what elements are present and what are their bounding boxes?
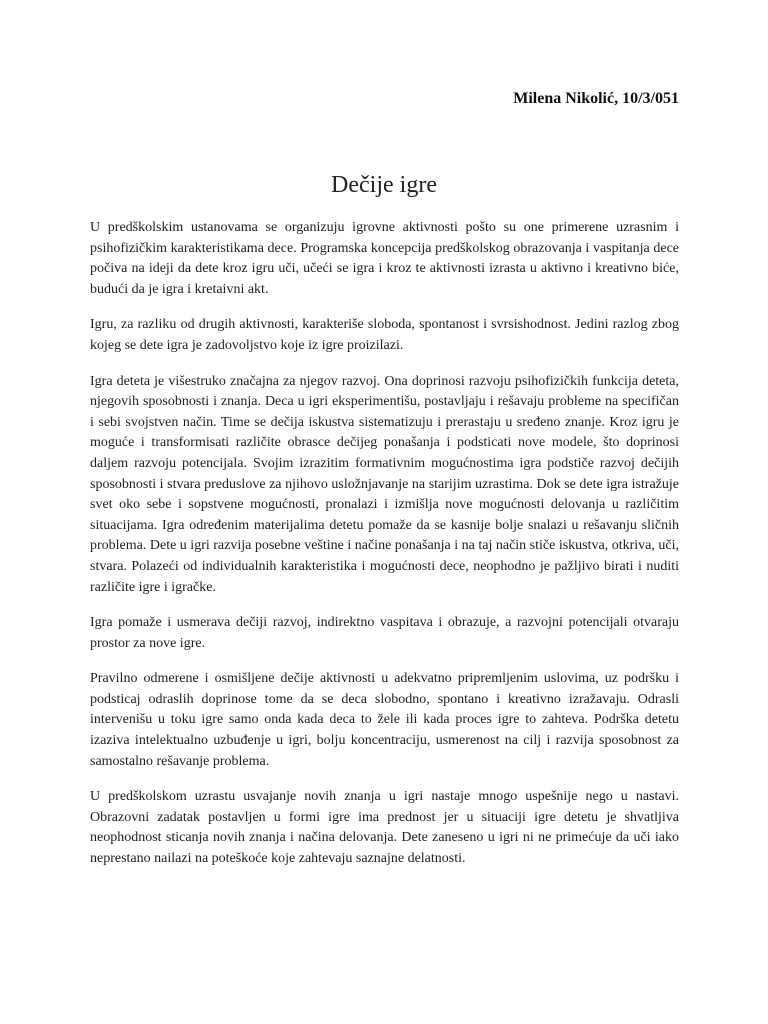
paragraph-4: Igra pomaže i usmerava dečiji razvoj, indirektno vaspitava i obrazuje, a razvojni potencijali otvaraju prostor za nove igre. (90, 615, 679, 651)
document-title: Dečije igre (331, 172, 437, 198)
document-body (90, 218, 679, 885)
paragraph-1: U predškolskim ustanovama se organizuju igrovne aktivnosti pošto su one primerene uzrasnim i psihofizičkim karakteristikama dece. Programska koncepcija predškolskog obrazovanja i vaspitanja dece počiva na ideji da dete kroz igru uči, učeći se igra i kroz te aktivnosti izrasta u aktivno i kreativno biće, budući da je igra i kretaivni akt. (90, 220, 679, 297)
paragraph-6: U predškolskom uzrastu usvajanje novih znanja u igri nastaje mnogo uspešnije nego u nastavi. Obrazovni zadatak postavljen u formi igre ima prednost jer u situaciji igre detetu je shvatljiva neophodnost sticanja novih znanja i načina delovanja. Dete zaneseno u igri ni ne primećuje da uči iako neprestano nailazi na poteškoće koje zahtevaju saznajne delatnosti. (90, 789, 679, 867)
paragraph-2: Igru, za razliku od drugih aktivnosti, karakteriše sloboda, spontanost i svrsishodnost. Jedini razlog zbog kojeg se dete igra je zadovoljstvo koje iz igre proizilazi. (90, 317, 679, 353)
author-line: Milena Nikolić, 10/3/051 (513, 90, 679, 107)
paragraph-5: Pravilno odmerene i osmišljene dečije aktivnosti u adekvatno pripremljenim uslovima, uz podršku i podsticaj odraslih doprinose tome da se deca slobodno, spontano i kreativno izražavaju. Odrasli intervenišu u toku igre samo onda kada deca to žele ili kada proces igre to zahteva. Podrška detetu izaziva intelektualno uzbuđenje u igri, bolju koncentraciju, usmerenost na cilj i razvija sposobnost za samostalno rešavanje problema. (90, 671, 679, 769)
paragraph-3: Igra deteta je višestruko značajna za njegov razvoj. Ona doprinosi razvoju psihofizičkih funkcija deteta, njegovih sposobnosti i znanja. Deca u igri eksperimentišu, postavljaju i rešavaju probleme na specifičan i sebi svojstven način. Time se dečija iskustva sistematizuju i prerastaju u sređeno znanje. Kroz igru je moguće i transformisati različite obrasce dečijeg ponašanja i podsticati nove modele, što doprinosi daljem razvoju potencijala. Svojim izrazitim formativnim mogućnostima igra podstiče razvoj dečijih sposobnosti i stvara preduslove za njihovo usložnjavanje na starijim uzrastima. Dok se dete igra istražuje svet oko sebe i sopstvene mogućnosti, pronalazi i izmišlja nove mogućnosti delovanja u različitim situacijama. Igra određenim materijalima detetu pomaže da se kasnije bolje snalazi u rešavanju sličnih problema. Dete u igri razvija posebne veštine i načine ponašanja i na taj način stiče iskustva, otkriva, uči, stvara. Polazeći od individualnih karakteristika i mogućnosti dece, neophodno je pažljivo birati i nuditi različite igre i igračke. (90, 373, 679, 595)
